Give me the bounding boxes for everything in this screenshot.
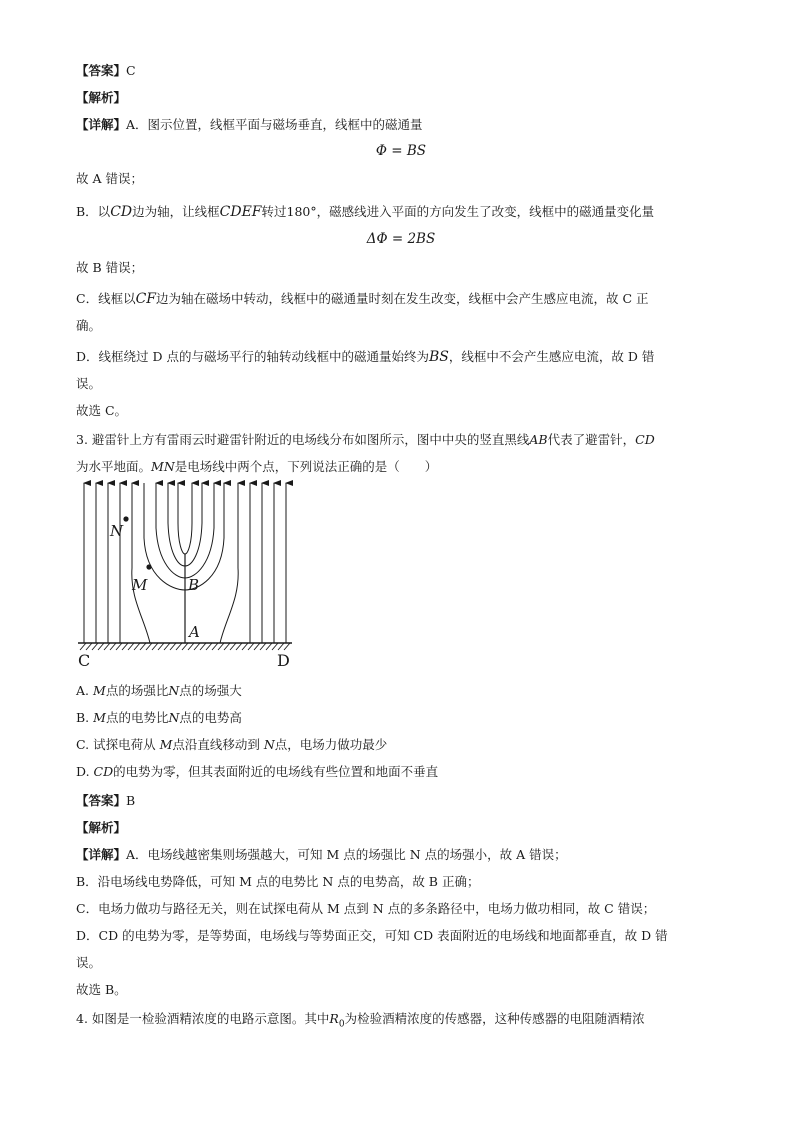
detail-a-conclusion: 故 A 错误；	[76, 171, 143, 186]
point-n	[123, 516, 128, 521]
q3-expl-d: D．CD 的电势为零，是等势面，电场线与等势面正交，可知 CD 表面附近的电场线和地面都垂直，故 D 错	[76, 928, 668, 943]
answer-label: 【答案】	[76, 63, 127, 78]
option-a-t2: 点的场强大	[179, 683, 242, 698]
option-b-n: N	[168, 710, 180, 725]
detail-b-mid2: 转过	[261, 204, 287, 219]
q3-expl-d-cont: 误。	[76, 955, 102, 970]
label-a: A	[189, 623, 200, 641]
detail-c-pre: C．线框以	[76, 291, 136, 306]
q3-stem-line1	[76, 431, 726, 448]
q3-analysis-label: 【解析】	[76, 820, 127, 835]
q3-stem-a: 3. 避雷针上方有雷雨云时避雷针附近的电场线分布如图所示，图中中央的竖直黑线	[76, 432, 530, 447]
option-c-t2: 点沿直线移动到	[172, 737, 264, 752]
analysis-label: 【解析】	[76, 90, 127, 105]
point-m	[146, 564, 151, 569]
detail-d-pre: D．线框绕过 D 点的与磁场平行的轴转动线框中的磁通量始终为	[76, 349, 429, 364]
detail-b-cd: CD	[110, 204, 133, 220]
label-n: N	[110, 522, 124, 540]
q3-stem-mn: MN	[151, 459, 175, 474]
detail-b	[76, 203, 726, 221]
detail-c-post: 边为轴在磁场中转动，线框中的磁通量时刻在发生改变，线框中会产生感应电流，故 C 正	[156, 291, 649, 306]
answer-line	[76, 62, 726, 79]
field-lines	[84, 483, 286, 643]
option-c-n: N	[263, 737, 275, 752]
option-c-m: M	[159, 737, 173, 752]
option-d-t1: 的电势为零，但其表面附近的电场线有些位置和地面不垂直	[113, 764, 439, 779]
detail-c	[76, 290, 726, 308]
option-a-n: N	[168, 683, 180, 698]
detail-b-conclusion: 故 B 错误；	[76, 260, 144, 275]
option-c-t3: 点，电场力做功最少	[274, 737, 388, 752]
detail-d-post: ，线框中不会产生感应电流，故 D 错	[448, 349, 655, 364]
detail-a-text: A．图示位置，线框平面与磁场垂直，线框中的磁通量	[126, 117, 423, 132]
final-answer-1: 故选 C。	[76, 403, 128, 418]
detail-d-cont: 误。	[76, 376, 102, 391]
option-b-t2: 点的电势高	[179, 710, 242, 725]
detail-b-post: ，磁感线进入平面的方向发生了改变，线框中的磁通量变化量	[316, 204, 655, 219]
q3-answer-label: 【答案】	[76, 793, 127, 808]
q3-answer-line	[76, 792, 726, 809]
detail-d-bs: BS	[429, 349, 449, 365]
detail-c-cont: 确。	[76, 318, 102, 333]
equation-delta-flux: ΔΦ = 2BS	[366, 231, 436, 247]
detail-b-mid1: 边为轴，让线框	[132, 204, 220, 219]
detail-b-pre: B．以	[76, 204, 111, 219]
option-a-key: A.	[76, 683, 90, 698]
option-c[interactable]	[76, 736, 726, 753]
equation-flux: Φ = BS	[375, 143, 427, 159]
q3-stem-d: 是电场线中两个点，下列说法正确的是（ ）	[174, 459, 438, 474]
q3-expl-c: C．电场力做功与路径无关，则在试探电荷从 M 点到 N 点的多条路径中，电场力做功相同，故 C 错误；	[76, 901, 656, 916]
q3-stem-ab: AB	[529, 432, 548, 447]
detail-a	[76, 116, 726, 133]
option-b-key: B.	[76, 710, 90, 725]
q4-stem-r: R	[329, 1011, 339, 1026]
q3-stem-b: 代表了避雷针，	[547, 432, 636, 447]
detail-c-cf: CF	[135, 291, 157, 307]
answer-value: C	[126, 63, 136, 78]
q3-stem-c: 为水平地面。	[76, 459, 152, 474]
q3-answer-value: B	[126, 793, 136, 808]
detail-label: 【详解】	[76, 117, 127, 132]
q3-detail-a	[76, 846, 726, 863]
option-d-key: D.	[76, 764, 90, 779]
q3-stem-cd: CD	[635, 432, 655, 447]
detail-b-angle: 180°	[286, 204, 317, 219]
option-a[interactable]	[76, 682, 726, 699]
q3-final: 故选 B。	[76, 982, 127, 997]
label-m: M	[132, 576, 148, 594]
option-a-m: M	[93, 683, 106, 698]
detail-d	[76, 348, 726, 366]
option-b-m: M	[93, 710, 106, 725]
label-d: D	[277, 651, 290, 670]
option-c-key: C.	[76, 737, 90, 752]
option-b-t1: 点的电势比	[105, 710, 169, 725]
q3-expl-b: B．沿电场线电势降低，可知 M 点的电势比 N 点的电势高，故 B 正确；	[76, 874, 480, 889]
q4-stem-a: 4. 如图是一检验酒精浓度的电路示意图。其中	[76, 1011, 330, 1026]
option-d-cd: CD	[93, 764, 114, 779]
field-lines-figure	[72, 478, 298, 674]
q3-stem-line2	[76, 458, 726, 475]
q3-expl-a: A．电场线越密集则场强越大，可知 M 点的场强比 N 点的场强小，故 A 错误；	[126, 847, 567, 862]
label-b: B	[188, 576, 200, 594]
q4-stem	[76, 1010, 726, 1034]
option-a-t1: 点的场强比	[105, 683, 169, 698]
option-d[interactable]	[76, 763, 726, 780]
label-c: C	[78, 651, 91, 670]
option-c-t1: 试探电荷从	[93, 737, 160, 752]
option-b[interactable]	[76, 709, 726, 726]
detail-b-cdef: CDEF	[219, 204, 262, 220]
ground-cd	[78, 643, 292, 650]
q4-stem-sub: 0	[338, 1019, 345, 1030]
q4-stem-b: 为检验酒精浓度的传感器，这种传感器的电阻随酒精浓	[344, 1011, 645, 1026]
q3-detail-label: 【详解】	[76, 847, 127, 862]
